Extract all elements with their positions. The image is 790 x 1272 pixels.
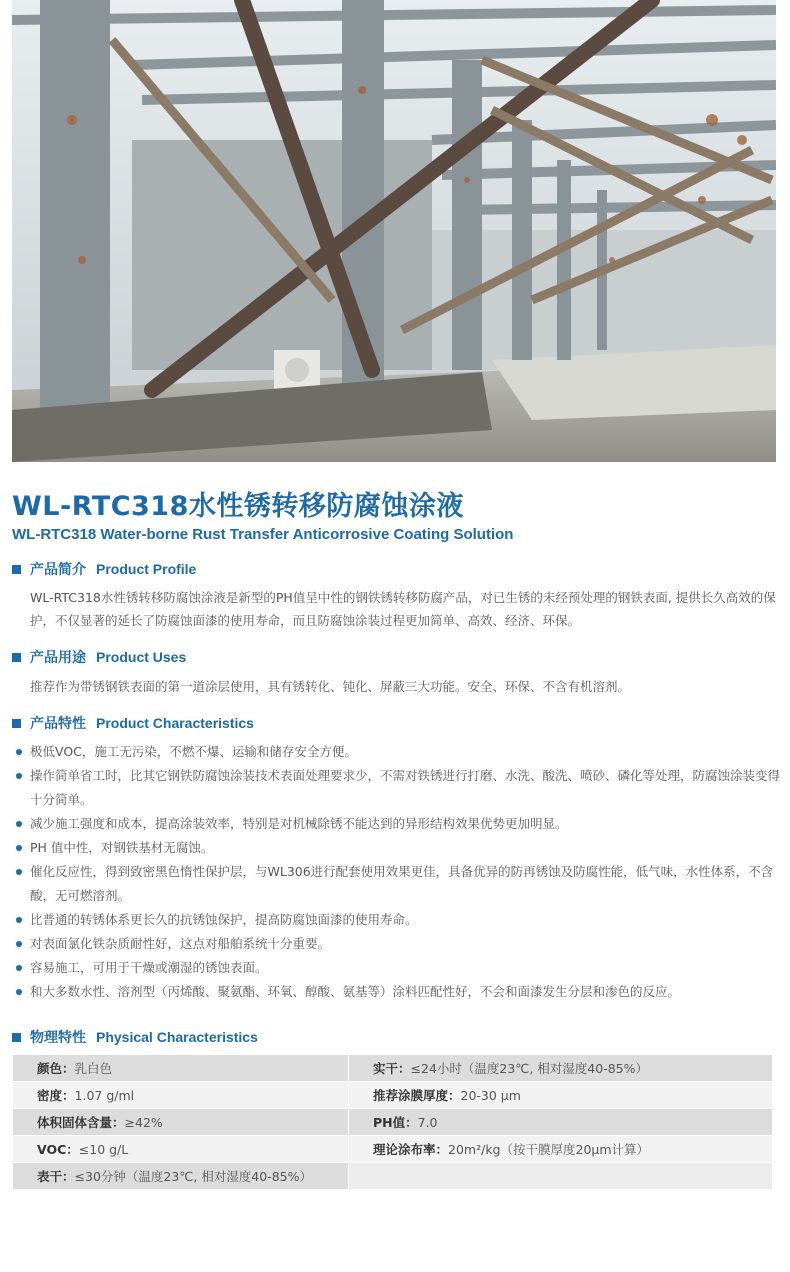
bullet-dot-icon <box>16 821 22 827</box>
characteristics-list <box>14 740 784 1004</box>
list-item-text: 极低VOC，施工无污染，不燃不爆、运输和储存安全方便。 <box>30 744 357 759</box>
list-item-text: 容易施工，可用于干燥或潮湿的锈蚀表面。 <box>30 960 268 975</box>
table-row <box>13 1055 773 1082</box>
table-cell: 实干：≤24小时（温度23℃, 相对湿度40-85%） <box>349 1055 773 1082</box>
uses-text: 推荐作为带锈钢铁表面的第一道涂层使用，具有锈转化、钝化、屏蔽三大功能。安全、环保、不含有机溶剂。 <box>30 679 631 694</box>
section-title-cn: 产品简介 <box>30 562 86 578</box>
list-item-text: 对表面氯化铁杂质耐性好，这点对船舶系统十分重要。 <box>30 936 331 951</box>
page-subtitle-en: WL-RTC318 Water-borne Rust Transfer Anticorrosive Coating Solution <box>12 526 514 543</box>
table-row <box>13 1136 773 1163</box>
section-title-en: Product Profile <box>96 561 197 577</box>
list-item-text: 减少施工强度和成本，提高涂装效率，特别是对机械除锈不能达到的异形结构效果优势更加明显。 <box>30 816 568 831</box>
square-bullet-icon <box>12 565 21 574</box>
bullet-dot-icon <box>16 773 22 779</box>
square-bullet-icon <box>12 1033 21 1042</box>
list-item <box>14 764 784 812</box>
square-bullet-icon <box>12 719 21 728</box>
bullet-dot-icon <box>16 869 22 875</box>
table-cell: 颜色：乳白色 <box>13 1055 349 1082</box>
section-title-en: Physical Characteristics <box>96 1029 258 1045</box>
list-item <box>14 980 784 1004</box>
bullet-dot-icon <box>16 989 22 995</box>
steel-truss-photo <box>12 0 776 462</box>
table-row <box>13 1109 773 1136</box>
section-heading-characteristics <box>12 714 254 732</box>
table-cell: VOC：≤10 g/L <box>13 1136 349 1163</box>
list-item <box>14 836 784 860</box>
list-item <box>14 812 784 836</box>
section-title-en: Product Characteristics <box>96 715 254 731</box>
profile-text: WL-RTC318水性锈转移防腐蚀涂液是新型的PH值呈中性的钢铁锈转移防腐产品，对已生锈的未经预处理的钢铁表面, 提供长久高效的保护，不仅显著的延长了防腐蚀面漆的使用寿命，而且防腐蚀涂装过程更加简单、高效、经济、环保。 <box>30 590 776 628</box>
section-title-cn: 物理特性 <box>30 1030 86 1046</box>
table-cell-empty <box>349 1163 773 1190</box>
section-title-en: Product Uses <box>96 649 187 665</box>
list-item <box>14 932 784 956</box>
table-cell: 理论涂布率：20m²/kg（按干膜厚度20µm计算） <box>349 1136 773 1163</box>
list-item-text: 催化反应性，得到致密黑色惰性保护层，与WL306进行配套使用效果更佳，具备优异的防再锈蚀及防腐性能，低气味，水性体系，不含酸，无可燃溶剂。 <box>30 864 774 903</box>
hero-photo <box>12 0 776 462</box>
table-cell: 推荐涂膜厚度：20-30 µm <box>349 1082 773 1109</box>
list-item <box>14 908 784 932</box>
list-item <box>14 860 784 908</box>
square-bullet-icon <box>12 653 21 662</box>
list-item-text: 比普通的转锈体系更长久的抗锈蚀保护，提高防腐蚀面漆的使用寿命。 <box>30 912 418 927</box>
list-item-text: PH 值中性，对钢铁基材无腐蚀。 <box>30 840 214 855</box>
table-cell: 表干：≤30分钟（温度23℃, 相对湿度40-85%） <box>13 1163 349 1190</box>
bullet-dot-icon <box>16 965 22 971</box>
bullet-dot-icon <box>16 941 22 947</box>
section-heading-profile <box>12 560 196 578</box>
table-row <box>13 1082 773 1109</box>
table-cell: PH值：7.0 <box>349 1109 773 1136</box>
section-title-cn: 产品用途 <box>30 650 86 666</box>
page-title: WL-RTC318水性锈转移防腐蚀涂液 <box>12 491 464 522</box>
bullet-dot-icon <box>16 917 22 923</box>
table-row <box>13 1163 773 1190</box>
section-heading-physical <box>12 1028 258 1046</box>
list-item-text: 和大多数水性、溶剂型（丙烯酸、聚氨酯、环氧、醇酸、氨基等）涂料匹配性好，不会和面漆发生分层和渗色的反应。 <box>30 984 681 999</box>
table-cell: 体积固体含量：≥42% <box>13 1109 349 1136</box>
section-title-cn: 产品特性 <box>30 716 86 732</box>
bullet-dot-icon <box>16 845 22 851</box>
list-item <box>14 740 784 764</box>
section-heading-uses <box>12 648 186 666</box>
table-cell: 密度：1.07 g/ml <box>13 1082 349 1109</box>
bullet-dot-icon <box>16 749 22 755</box>
physical-spec-table <box>12 1054 773 1190</box>
list-item <box>14 956 784 980</box>
list-item-text: 操作简单省工时，比其它钢铁防腐蚀涂装技术表面处理要求少，不需对铁锈进行打磨、水洗、酸洗、喷砂、磷化等处理，防腐蚀涂装变得十分简单。 <box>30 768 781 807</box>
